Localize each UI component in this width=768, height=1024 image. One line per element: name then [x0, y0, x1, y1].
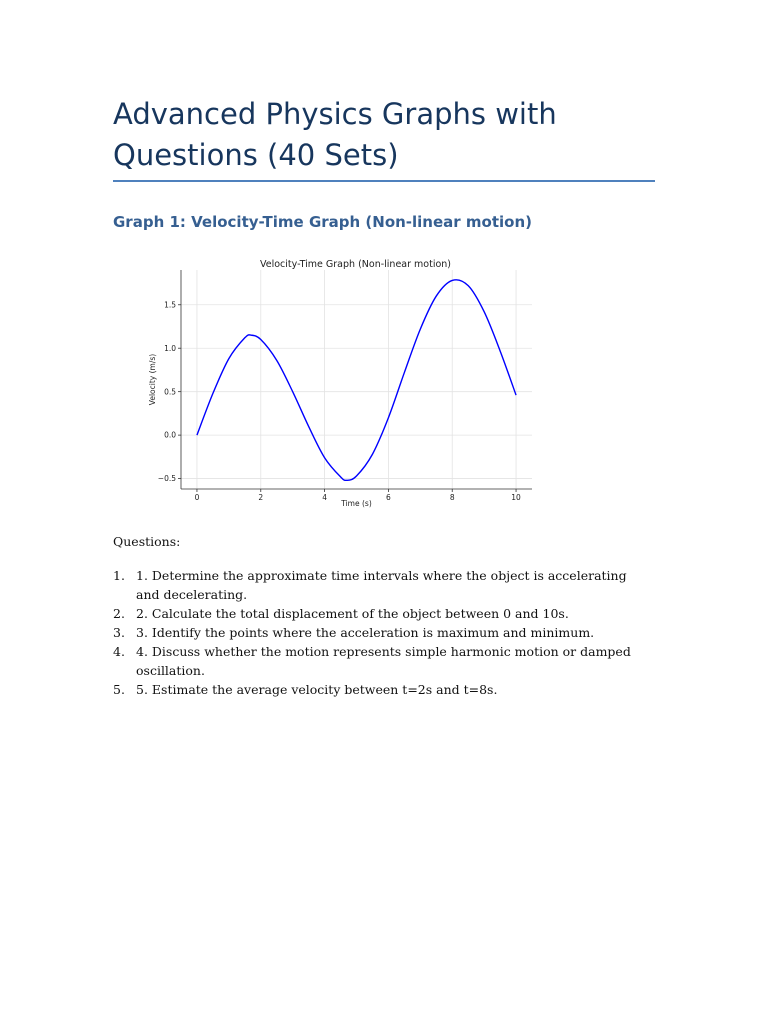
question-list	[113, 566, 633, 699]
question-item	[113, 623, 633, 642]
y-tick-label: 1.5	[164, 300, 176, 310]
question-number: 1.	[113, 568, 125, 583]
x-tick-label: 2	[258, 493, 264, 502]
question-item	[113, 604, 633, 623]
question-text: 2. Calculate the total displacement of the object between 0 and 10s.	[136, 606, 569, 621]
question-item	[113, 680, 633, 699]
chart-svg	[132, 250, 578, 522]
question-text: 4. Discuss whether the motion represents simple harmonic motion or damped oscillation.	[136, 644, 631, 678]
question-number: 3.	[113, 625, 125, 640]
graph-heading: Graph 1: Velocity-Time Graph (Non-linear motion)	[113, 213, 532, 231]
y-tick-label: 1.0	[164, 343, 176, 353]
x-tick-label: 10	[511, 493, 521, 502]
question-item	[113, 566, 633, 604]
question-number: 4.	[113, 644, 125, 659]
page-title: Advanced Physics Graphs with Questions (40 Sets)	[113, 97, 557, 172]
x-tick-label: 4	[322, 493, 327, 502]
chart-title: Velocity-Time Graph (Non-linear motion)	[259, 259, 452, 270]
velocity-series-line	[197, 280, 516, 481]
question-number: 5.	[113, 682, 125, 697]
title-divider	[113, 180, 655, 182]
velocity-time-chart	[132, 250, 578, 522]
question-text: 3. Identify the points where the acceleration is maximum and minimum.	[136, 625, 595, 640]
question-text: 5. Estimate the average velocity between t=2s and t=8s.	[136, 682, 498, 697]
question-number: 2.	[113, 606, 125, 621]
x-tick-label: 0	[194, 493, 200, 502]
question-item	[113, 642, 633, 680]
questions-label: Questions:	[113, 534, 181, 549]
x-tick-label: 8	[449, 493, 455, 502]
y-tick-label: 0.5	[164, 387, 176, 397]
question-text: 1. Determine the approximate time intervals where the object is accelerating and decelerating.	[136, 568, 627, 602]
y-axis-label: Velocity (m/s)	[148, 353, 157, 406]
x-axis-label: Time (s)	[341, 499, 372, 508]
x-tick-label: 6	[386, 493, 391, 502]
y-tick-label: −0.5	[157, 474, 176, 484]
y-tick-label: 0.0	[164, 430, 176, 440]
